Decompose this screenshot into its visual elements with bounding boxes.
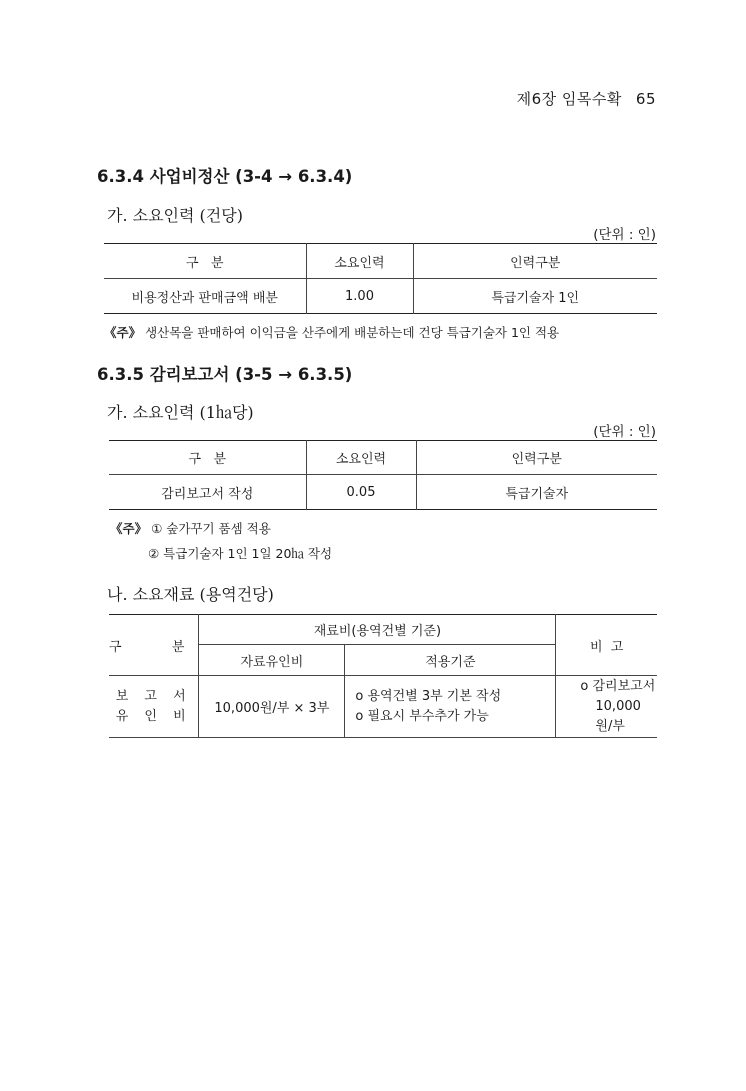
table-header-row <box>109 615 657 645</box>
cell-manpower: 1.00 <box>306 279 413 314</box>
subheading-manpower-634: 가. 소요인력 (건당) <box>107 206 243 225</box>
cell-type: 특급기술자 <box>416 475 657 510</box>
table-row <box>104 279 657 314</box>
basis-line1: o 용역건별 3부 기본 작성 <box>355 688 502 704</box>
subheading-manpower-635: 가. 소요인력 (1㏊당) <box>107 403 254 422</box>
page-header <box>517 88 656 109</box>
col-header-type: 인력구분 <box>416 441 657 475</box>
col-header-material-cost: 재료비(용역건별 기준) <box>199 615 556 645</box>
remark-line1: o 감리보고서 <box>580 678 656 694</box>
page-number: 65 <box>635 90 656 108</box>
row-label-line1: 보 고 서 <box>115 688 192 704</box>
materials-table <box>109 614 657 738</box>
table-header-row <box>104 244 657 279</box>
unit-label-635: (단위 : 인) <box>593 424 656 440</box>
cell-item: 감리보고서 작성 <box>109 475 306 510</box>
col-header-gubun: 구 분 <box>109 615 199 676</box>
cell-row-label <box>109 676 199 738</box>
col-header-basis: 적용기준 <box>345 645 556 676</box>
section-heading-634: 6.3.4 사업비정산 (3-4 → 6.3.4) <box>97 167 353 186</box>
col-header-type: 인력구분 <box>413 244 657 279</box>
cell-type: 특급기술자 1인 <box>413 279 657 314</box>
note-text-1: ① 숲가꾸기 품셈 적용 <box>151 521 271 536</box>
cell-basis <box>345 676 556 738</box>
note-text: 생산목을 판매하여 이익금을 산주에게 배분하는데 건당 특급기술자 1인 적용 <box>145 325 560 340</box>
col-header-gubun: 구 분 <box>109 441 306 475</box>
note-635-1 <box>110 519 271 537</box>
remark-line2: 10,000원/부 <box>595 698 641 734</box>
note-text-2: ② 특급기술자 1인 1일 20㏊ 작성 <box>148 546 333 561</box>
table-header-row <box>109 441 657 475</box>
manpower-table-635 <box>109 440 657 510</box>
note-634 <box>104 323 559 341</box>
note-label: 《주》 <box>104 325 142 340</box>
table-row <box>109 475 657 510</box>
row-label-line2: 유 인 비 <box>115 708 192 724</box>
unit-label-634: (단위 : 인) <box>593 227 656 243</box>
cell-manpower: 0.05 <box>306 475 416 510</box>
col-header-manpower: 소요인력 <box>306 244 413 279</box>
col-header-remark: 비 고 <box>556 615 657 676</box>
cell-cost: 10,000원/부 × 3부 <box>199 676 345 738</box>
col-header-gubun: 구 분 <box>104 244 306 279</box>
section-heading-635: 6.3.5 감리보고서 (3-5 → 6.3.5) <box>97 365 353 384</box>
cell-item: 비용정산과 판매금액 배분 <box>104 279 306 314</box>
manpower-table-634 <box>104 243 657 314</box>
col-header-manpower: 소요인력 <box>306 441 416 475</box>
col-header-cost: 자료유인비 <box>199 645 345 676</box>
chapter-title: 제6장 임목수확 <box>516 90 622 108</box>
subheading-materials: 나. 소요재료 (용역건당) <box>107 585 274 604</box>
note-label: 《주》 <box>110 521 148 536</box>
table-row <box>109 676 657 738</box>
basis-line2: o 필요시 부수추가 가능 <box>355 708 489 724</box>
cell-remark <box>556 676 657 738</box>
